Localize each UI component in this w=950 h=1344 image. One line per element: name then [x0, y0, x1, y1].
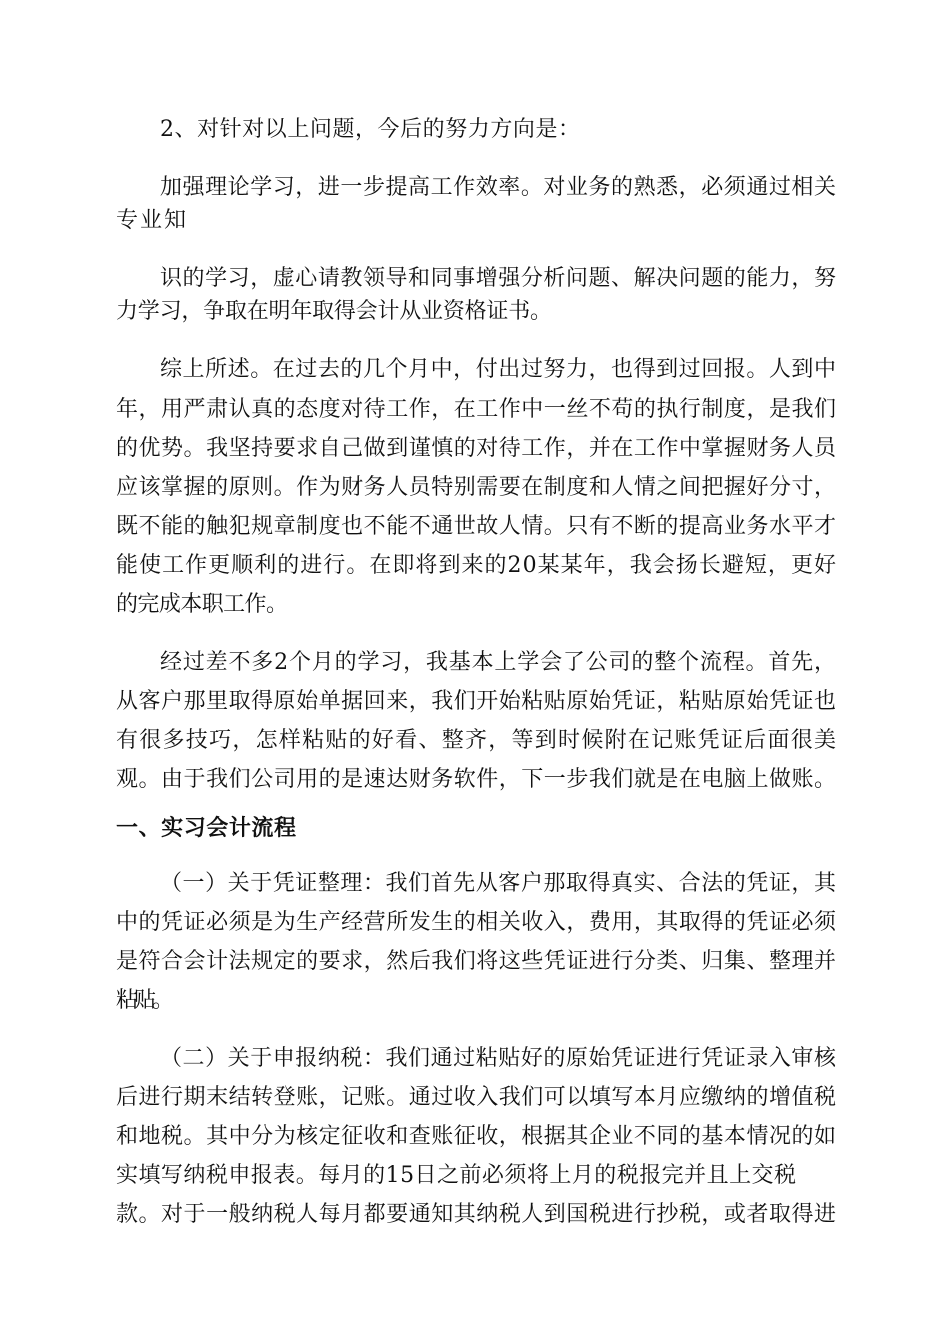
paragraph-line: 的优势。我坚持要求自己做到谨慎的对待工作，并在工作中掌握财务人员 [116, 436, 837, 461]
paragraph-line: 专业知 [116, 208, 188, 233]
paragraph-line: （二）关于申报纳税：我们通过粘贴好的原始凭证进行凭证录入审核 [160, 1046, 837, 1071]
paragraph-line: 2、对针对以上问题，今后的努力方向是： [160, 117, 581, 142]
section-heading: 一、实习会计流程 [116, 816, 297, 841]
paragraph-line: 是符合会计法规定的要求，然后我们将这些凭证进行分类、归集、整理并 [116, 949, 837, 974]
paragraph-line: 观。由于我们公司用的是速达财务软件，下一步我们就是在电脑上做账。 [116, 767, 837, 792]
paragraph-line: 实填写纳税申报表。每月的15日之前必须将上月的税报完并且上交税 [116, 1163, 797, 1188]
paragraph-line: 既不能的触犯规章制度也不能不通世故人情。只有不断的提高业务水平才 [116, 514, 837, 539]
paragraph-line: （一）关于凭证整理：我们首先从客户那取得真实、合法的凭证，其 [160, 871, 837, 896]
paragraph-line: 后进行期末结转登账，记账。通过收入我们可以填写本月应缴纳的增值税 [116, 1085, 837, 1110]
paragraph-line: 经过差不多2个月的学习，我基本上学会了公司的整个流程。首先， [160, 650, 837, 675]
paragraph-line: 能使工作更顺利的进行。在即将到来的20某某年，我会扬长避短，更好 [116, 553, 838, 578]
paragraph-line: 综上所述。在过去的几个月中，付出过努力，也得到过回报。人到中 [160, 357, 837, 382]
paragraph-line: 有很多技巧，怎样粘贴的好看、整齐，等到时候附在记账凭证后面很美 [116, 728, 838, 753]
paragraph-line: 识的学习，虚心请教领导和同事增强分析问题、解决问题的能力，努 [160, 266, 837, 291]
paragraph-line: 应该掌握的原则。作为财务人员特别需要在制度和人情之间把握好分寸， [116, 475, 837, 500]
paragraph-line: 加强理论学习，进一步提高工作效率。对业务的熟悉，必须通过相关 [160, 175, 837, 200]
paragraph-line: 力学习，争取在明年取得会计从业资格证书。 [116, 299, 552, 324]
paragraph-line: 年，用严肃认真的态度对待工作，在工作中一丝不苟的执行制度，是我们 [116, 397, 837, 422]
paragraph-line: 款。对于一般纳税人每月都要通知其纳税人到国税进行抄税，或者取得进 [116, 1202, 837, 1227]
paragraph-line: 的完成本职工作。 [116, 592, 288, 617]
paragraph-line: 从客户那里取得原始单据回来，我们开始粘贴原始凭证，粘贴原始凭证也 [116, 689, 837, 714]
paragraph-line: 和地税。其中分为核定征收和查账征收，根据其企业不同的基本情况的如 [116, 1124, 837, 1149]
paragraph-line: 中的凭证必须是为生产经营所发生的相关收入，费用，其取得的凭证必须 [116, 910, 837, 935]
paragraph-line: 粘贴。 [116, 988, 170, 1013]
